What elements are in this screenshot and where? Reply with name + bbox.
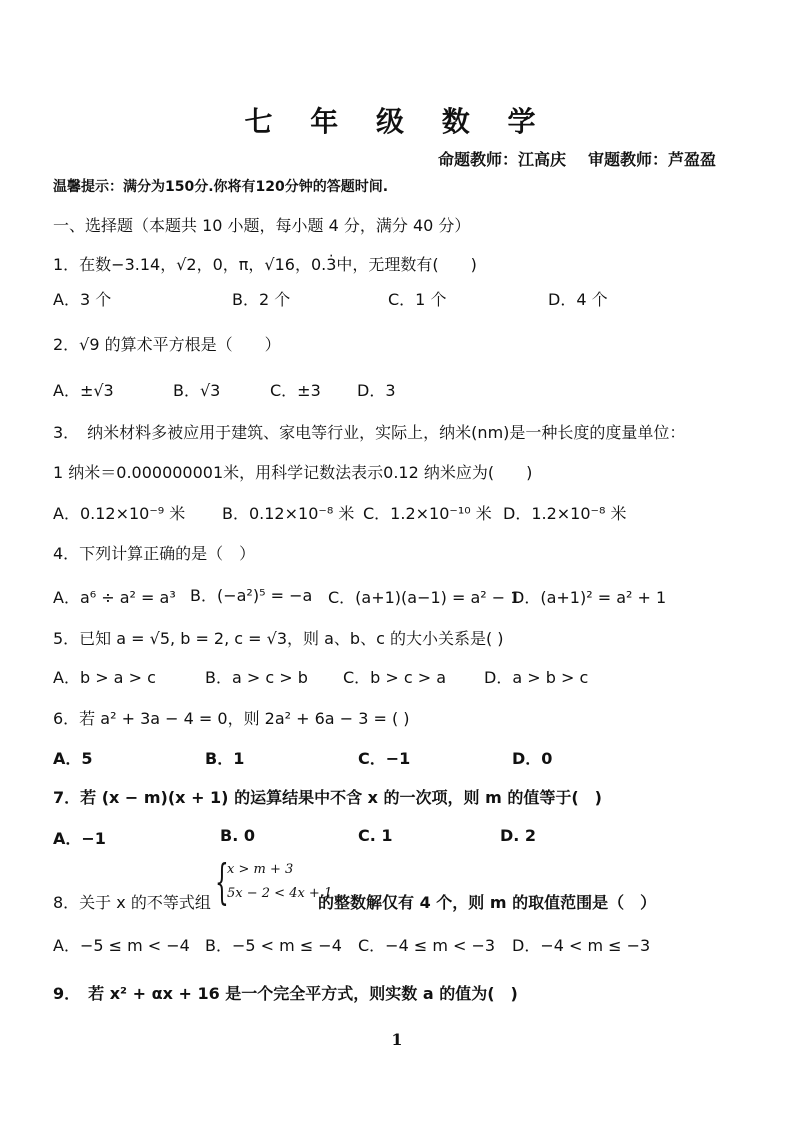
question-3-stem-line2: 1 纳米＝0.000000001米，用科学记数法表示0.12 纳米应为( ) [53, 463, 533, 482]
q4-option-d: D．(a+1)² = a² + 1 [512, 588, 667, 607]
q6-option-b: B．1 [205, 749, 245, 768]
q2-option-d: D．3 [357, 381, 396, 400]
exam-tip: 温馨提示：满分为150分.你将有120分钟的答题时间. [53, 179, 389, 195]
q5-option-d: D．a > b > c [484, 668, 589, 687]
q2-option-c: C．±3 [270, 381, 321, 400]
q4-option-a: A．a⁶ ÷ a² = a³ [53, 588, 176, 607]
question-3-stem-line1: 3． 纳米材料多被应用于建筑、家电等行业，实际上，纳米(nm)是一种长度的度量单位： [53, 423, 686, 442]
q5-option-a: A．b > a > c [53, 668, 156, 687]
question-2-stem: 2．√9 的算术平方根是（ ） [53, 335, 281, 354]
page-title: 七 年 级 数 学 [244, 105, 550, 138]
q5-option-c: C．b > c > a [343, 668, 447, 687]
q1-option-d: D．4 个 [548, 290, 608, 309]
q7-option-a: A．−1 [53, 829, 106, 848]
system-row-2: 5x − 2 < 4x + 1 [227, 886, 333, 901]
page-number: 1 [391, 1030, 403, 1049]
q6-option-a: A．5 [53, 749, 93, 768]
q3-option-c: C．1.2×10⁻¹⁰ 米 [363, 504, 492, 523]
question-4-stem: 4．下列计算正确的是（ ） [53, 544, 256, 563]
q7-option-d: D. 2 [500, 826, 537, 845]
q3-option-d: D．1.2×10⁻⁸ 米 [503, 504, 627, 523]
q2-option-b: B．√3 [173, 381, 221, 400]
question-8-stem-start: 8．关于 x 的不等式组 [53, 893, 211, 912]
question-6-stem: 6．若 a² + 3a − 4 = 0，则 2a² + 6a − 3 = ( ) [53, 709, 410, 728]
q8-option-c: C．−4 ≤ m < −3 [358, 936, 496, 955]
q1-option-b: B．2 个 [232, 290, 291, 309]
q1-option-c: C．1 个 [388, 290, 447, 309]
q6-option-c: C．−1 [358, 749, 411, 768]
section-heading: 一、选择题（本题共 10 小题，每小题 4 分，满分 40 分） [53, 216, 471, 235]
question-9-stem: 9． 若 x² + αx + 16 是一个完全平方式，则实数 a 的值为( ) [53, 984, 518, 1003]
q3-option-b: B．0.12×10⁻⁸ 米 [222, 504, 355, 523]
system-row-1: x > m + 3 [227, 862, 294, 877]
authors-line [416, 147, 716, 170]
q7-option-c: C. 1 [358, 826, 393, 845]
author-setter: 命题教师：江高庆 [437, 150, 566, 169]
question-5-stem: 5．已知 a = √5, b = 2, c = √3，则 a、b、c 的大小关系是( ) [53, 629, 504, 648]
question-8-stem-end: 的整数解仅有 4 个，则 m 的取值范围是（ ） [318, 893, 657, 912]
q1-option-a: A．3 个 [53, 290, 112, 309]
question-1-stem: 1．在数−3.14，√2，0，π，√16，0.3̇中，无理数有( ) [53, 255, 477, 274]
q8-option-a: A．−5 ≤ m < −4 [53, 936, 190, 955]
q8-option-b: B．−5 < m ≤ −4 [205, 936, 342, 955]
q6-option-d: D．0 [512, 749, 553, 768]
left-brace-icon: { [215, 854, 229, 910]
q4-option-b: B．(−a²)⁵ = −a [190, 586, 313, 605]
question-7-stem: 7．若 (x − m)(x + 1) 的运算结果中不含 x 的一次项，则 m 的值等于( ) [53, 788, 602, 807]
q2-option-a: A．±√3 [53, 381, 114, 400]
q5-option-b: B．a > c > b [205, 668, 308, 687]
author-reviewer: 审题教师：芦盈盈 [587, 150, 716, 169]
inequality-system [215, 854, 333, 912]
q3-option-a: A．0.12×10⁻⁹ 米 [53, 504, 186, 523]
q4-option-c: C．(a+1)(a−1) = a² − 1 [328, 588, 521, 607]
q8-option-d: D．−4 < m ≤ −3 [512, 936, 651, 955]
q7-option-b: B. 0 [220, 826, 255, 845]
